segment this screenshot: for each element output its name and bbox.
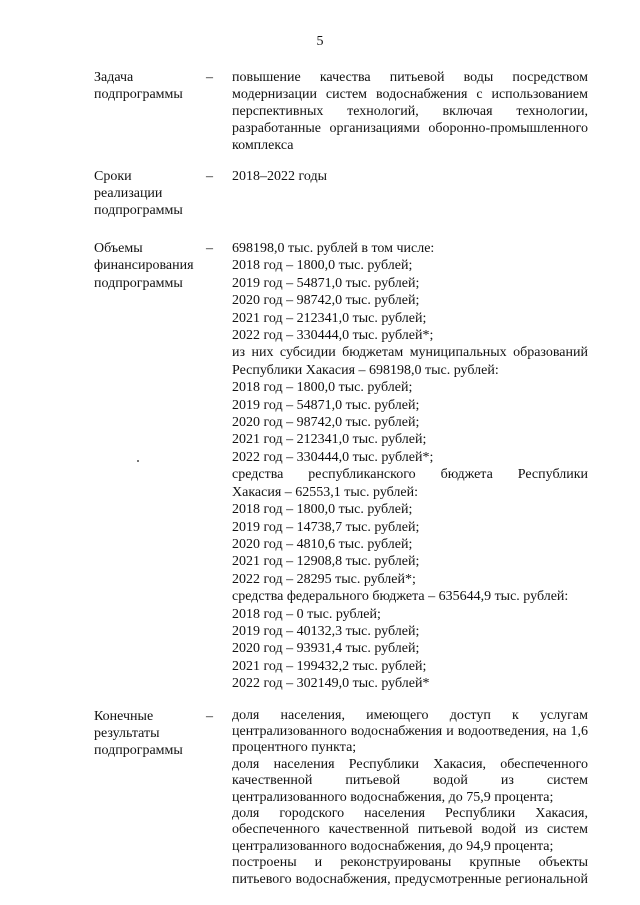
content-line: построены и реконструированы крупные объекты	[232, 855, 588, 871]
label-line: Объемы	[94, 241, 143, 256]
content-line: 2022 год – 330444,0 тыс. рублей*;	[232, 328, 434, 344]
content-line: средства федерального бюджета – 635644,9 тыс. рублей:	[232, 589, 569, 605]
content-line: централизованного водоснабжения и водоотведения, на 1,6	[232, 723, 588, 739]
subprogram-passport-table	[94, 69, 594, 888]
label-line: подпрограммы	[94, 203, 183, 218]
page-number: 5	[316, 34, 324, 49]
row-content	[232, 168, 588, 185]
row-label	[94, 708, 206, 759]
content-line: доля населения, имеющего доступ к услугам	[232, 707, 588, 723]
row-dash: –	[206, 708, 213, 724]
content-line: процентного пункта;	[232, 740, 357, 756]
content-line: Республики Хакасия – 698198,0 тыс. рублей:	[232, 362, 499, 378]
content-line: разработанные организациями оборонно-промышленного	[232, 121, 588, 136]
content-line: 2020 год – 98742,0 тыс. рублей;	[232, 293, 420, 309]
content-line: из них субсидии бюджетам муниципальных образований	[232, 345, 588, 361]
content-line: 2018 год – 1800,0 тыс. рублей;	[232, 380, 413, 396]
content-line: 2019 год – 14738,7 тыс. рублей;	[232, 519, 420, 535]
content-line: 2022 год – 330444,0 тыс. рублей*;	[232, 449, 434, 465]
content-line: 2021 год – 199432,2 тыс. рублей;	[232, 658, 427, 674]
label-line: реализации	[94, 186, 163, 201]
content-line: 2018 год – 0 тыс. рублей;	[232, 606, 381, 622]
content-line: 2020 год – 93931,4 тыс. рублей;	[232, 641, 420, 657]
row-subprogram-task	[94, 69, 594, 154]
content-line: централизованного водоснабжения, до 75,9 процента;	[232, 789, 554, 805]
content-line: средства республиканского бюджета Республики	[232, 467, 588, 483]
content-line: обеспеченного качественной питьевой водой из систем	[232, 822, 588, 838]
content-line: 2021 год – 12908,8 тыс. рублей;	[232, 554, 420, 570]
content-line: 2020 год – 98742,0 тыс. рублей;	[232, 415, 420, 431]
label-line: подпрограммы	[94, 275, 183, 291]
content-line: 2019 год – 54871,0 тыс. рублей;	[232, 397, 420, 413]
row-label	[94, 69, 206, 103]
content-line: 2018–2022 годы	[232, 169, 328, 184]
content-line: 2021 год – 212341,0 тыс. рублей;	[232, 432, 427, 448]
label-line: Задача	[94, 70, 134, 85]
row-dash: –	[206, 241, 213, 256]
row-content	[232, 708, 588, 888]
row-dash: –	[206, 70, 213, 85]
label-line: подпрограммы	[94, 87, 183, 102]
content-line: 2022 год – 302149,0 тыс. рублей*	[232, 676, 430, 692]
content-line: централизованного водоснабжения, до 94,9 процента;	[232, 838, 554, 854]
content-line: 2020 год – 4810,6 тыс. рублей;	[232, 536, 413, 552]
content-line: качественной питьевой водой из систем	[232, 773, 588, 789]
content-line: 2019 год – 54871,0 тыс. рублей;	[232, 275, 420, 291]
content-line: модернизации систем водоснабжения с использованием	[232, 87, 588, 102]
row-final-results	[94, 708, 594, 888]
content-line: 2021 год – 212341,0 тыс. рублей;	[232, 310, 427, 326]
label-line: подпрограммы	[94, 742, 183, 758]
content-line: Хакасия – 62553,1 тыс. рублей:	[232, 484, 418, 500]
content-line: 2022 год – 28295 тыс. рублей*;	[232, 571, 416, 587]
row-content	[232, 69, 588, 154]
content-line: питьевого водоснабжения, предусмотренные региональной	[232, 871, 588, 887]
row-dash: –	[206, 169, 213, 184]
content-line: доля населения Республики Хакасия, обеспеченного	[232, 756, 588, 772]
label-line: финансирования	[94, 258, 194, 274]
content-line: 2018 год – 1800,0 тыс. рублей;	[232, 502, 413, 518]
row-label	[94, 240, 206, 292]
content-line: 698198,0 тыс. рублей в том числе:	[232, 241, 435, 256]
row-implementation-period	[94, 168, 594, 219]
content-line: доля городского населения Республики Хакасия,	[232, 806, 588, 821]
content-line: перспективных технологий, включая технологии,	[232, 104, 588, 119]
row-funding-volumes	[94, 240, 594, 693]
scan-speck	[137, 460, 139, 462]
content-line: комплекса	[232, 138, 294, 153]
row-label	[94, 168, 206, 219]
label-line: результаты	[94, 725, 160, 741]
content-line: повышение качества питьевой воды посредством	[232, 70, 588, 85]
content-line: 2019 год – 40132,3 тыс. рублей;	[232, 623, 420, 639]
label-line: Сроки	[94, 169, 132, 184]
label-line: Конечные	[94, 708, 154, 724]
content-line: 2018 год – 1800,0 тыс. рублей;	[232, 258, 413, 274]
row-content	[232, 240, 588, 693]
